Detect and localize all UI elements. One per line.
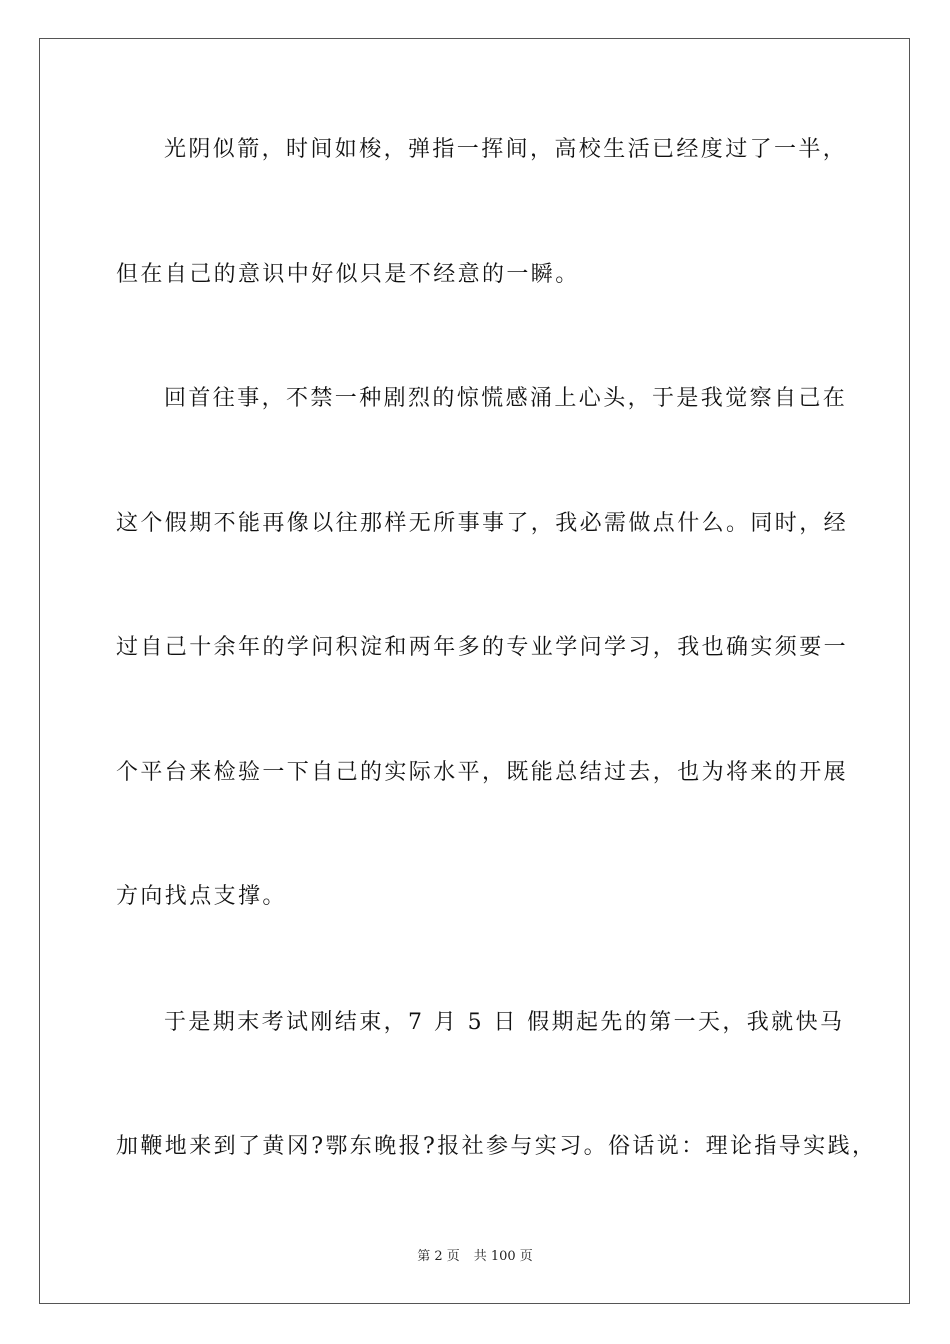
paragraph-1-line-2: 但在自己的意识中好似只是不经意的一瞬。 (116, 262, 580, 287)
paragraph-1-line-1: 光阴似箭，时间如梭，弹指一挥间，高校生活已经度过了一半， (164, 137, 848, 162)
paragraph-3-line-2: 加鞭地来到了黄冈?鄂东晚报?报社参与实习。俗话说：理论指导实践， (116, 1134, 877, 1159)
paragraph-2-line-1: 回首往事，不禁一种剧烈的惊慌感涌上心头，于是我觉察自己在 (164, 386, 848, 411)
paragraph-2-line-3: 过自己十余年的学问积淀和两年多的专业学问学习，我也确实须要一 (116, 635, 849, 660)
paragraph-2-line-2: 这个假期不能再像以往那样无所事事了，我必需做点什么。同时，经 (116, 511, 849, 536)
paragraph-2-line-4: 个平台来检验一下自己的实际水平，既能总结过去，也为将来的开展 (116, 760, 849, 785)
paragraph-2-line-5: 方向找点支撑。 (116, 884, 287, 909)
page-number: 第 2 页 (417, 1249, 460, 1264)
page-footer (0, 1248, 950, 1266)
page-border (39, 38, 910, 1304)
total-pages: 共 100 页 (473, 1249, 533, 1264)
paragraph-3-line-1: 于是期末考试刚结束，7 月 5 日 假期起先的第一天，我就快马 (164, 1010, 845, 1035)
